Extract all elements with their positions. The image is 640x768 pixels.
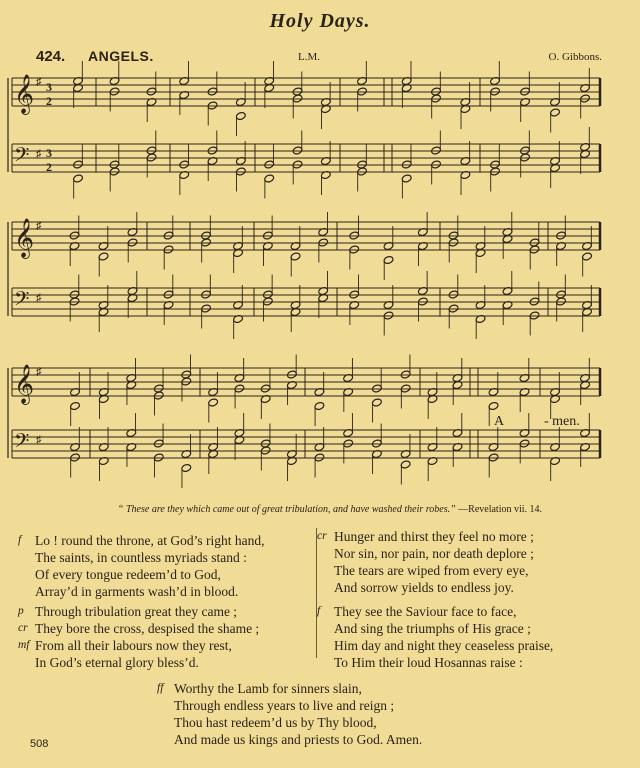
note-head bbox=[208, 398, 219, 407]
note-head bbox=[448, 290, 459, 299]
note-head bbox=[69, 231, 80, 240]
stanza-line bbox=[35, 566, 264, 583]
dynamic-mark: cr bbox=[317, 530, 327, 542]
note-head bbox=[109, 87, 120, 96]
verse-text: They bore the cross, despised the shame ; bbox=[35, 621, 260, 636]
bass-clef: 𝄢 bbox=[14, 429, 30, 457]
time-signature-bottom: 2 bbox=[46, 160, 52, 174]
verse-text: Hunger and thirst they feel no more ; bbox=[334, 529, 534, 544]
note-head bbox=[529, 297, 540, 306]
note-head bbox=[262, 297, 273, 306]
time-signature-top: 3 bbox=[46, 80, 52, 94]
note-head bbox=[401, 174, 412, 183]
note-head bbox=[431, 146, 442, 155]
note-head bbox=[235, 111, 246, 120]
verse-text: Through endless years to live and reign ; bbox=[174, 698, 395, 713]
verse-text: And sorrow yields to endless joy. bbox=[334, 580, 514, 595]
stanza-line bbox=[18, 620, 260, 637]
stanza-4 bbox=[317, 603, 554, 671]
key-signature-sharp: ♯ bbox=[36, 366, 42, 378]
note-head bbox=[314, 453, 325, 462]
note-head bbox=[290, 252, 301, 261]
key-signature-sharp: ♯ bbox=[36, 292, 42, 304]
note-head bbox=[70, 453, 81, 462]
bass-clef: 𝄢 bbox=[14, 287, 30, 315]
stanza-3 bbox=[317, 528, 534, 596]
note-head bbox=[318, 238, 329, 247]
verse-text: And sing the triumphs of His grace ; bbox=[334, 621, 531, 636]
note-head bbox=[73, 174, 84, 183]
note-head bbox=[520, 87, 531, 96]
stanza-line bbox=[334, 562, 534, 579]
note-head bbox=[260, 384, 271, 393]
stanza-line bbox=[334, 579, 534, 596]
note-head bbox=[201, 290, 212, 299]
dynamic-mark: p bbox=[18, 605, 24, 617]
stanza-line bbox=[317, 603, 553, 620]
verse-text: They see the Saviour face to face, bbox=[334, 604, 517, 619]
page-number: 508 bbox=[30, 738, 49, 750]
note-head bbox=[357, 167, 368, 176]
note-head bbox=[520, 153, 531, 162]
verse-text: Thou hast redeem’d us by Thy blood, bbox=[174, 715, 377, 730]
dynamic-mark: cr bbox=[18, 622, 28, 634]
note-head bbox=[529, 245, 540, 254]
time-signature-bottom: 2 bbox=[46, 94, 52, 108]
scripture-quote bbox=[40, 504, 620, 515]
stanza-line bbox=[18, 603, 259, 620]
stanza-line bbox=[35, 549, 264, 566]
note-head bbox=[400, 384, 411, 393]
stanza-line bbox=[334, 620, 553, 637]
verse-text: Him day and night they ceaseless praise, bbox=[334, 638, 554, 653]
verse-text: In God’s eternal glory bless’d. bbox=[35, 655, 199, 670]
note-head bbox=[371, 439, 382, 448]
note-head bbox=[529, 311, 540, 320]
key-signature-sharp: ♯ bbox=[36, 434, 42, 446]
note-head bbox=[262, 231, 273, 240]
amen-syllable-1: A bbox=[494, 414, 505, 429]
verse-text: Lo ! round the throne, at God’s right hand, bbox=[35, 533, 265, 548]
verse-text: Through tribulation great they came ; bbox=[35, 604, 238, 619]
stanza-line bbox=[18, 532, 265, 549]
note-head bbox=[431, 160, 442, 169]
note-head bbox=[109, 167, 120, 176]
verse-text: And made us kings and priests to God. Amen. bbox=[174, 732, 423, 747]
stanza-line bbox=[157, 680, 422, 697]
note-head bbox=[201, 238, 212, 247]
note-head bbox=[292, 146, 303, 155]
note-head bbox=[357, 87, 368, 96]
note-head bbox=[70, 401, 81, 410]
dynamic-mark: f bbox=[317, 605, 321, 617]
verse-text: The saints, in countless myriads stand : bbox=[35, 550, 247, 565]
stanza-1 bbox=[18, 532, 265, 600]
stanza-2 bbox=[18, 603, 260, 671]
key-signature-sharp: ♯ bbox=[36, 76, 42, 88]
stanza-line bbox=[174, 714, 422, 731]
stanza-line bbox=[317, 528, 534, 545]
note-head bbox=[383, 255, 394, 264]
note-head bbox=[163, 231, 174, 240]
note-head bbox=[448, 238, 459, 247]
note-head bbox=[235, 167, 246, 176]
note-head bbox=[181, 463, 192, 472]
note-head bbox=[153, 453, 164, 462]
note-head bbox=[146, 87, 157, 96]
note-head bbox=[292, 94, 303, 103]
hymn-meter: L.M. bbox=[298, 51, 320, 63]
amen-lyric bbox=[494, 414, 580, 430]
stanza-line bbox=[174, 697, 422, 714]
treble-clef: 𝄞 bbox=[14, 218, 35, 258]
note-head bbox=[292, 160, 303, 169]
quote-text: “ These are they which came out of great tribulation, and have washed their robes.” bbox=[117, 504, 456, 515]
note-head bbox=[400, 460, 411, 469]
note-head bbox=[153, 391, 164, 400]
note-head bbox=[264, 174, 275, 183]
key-signature-sharp: ♯ bbox=[36, 148, 42, 160]
stanza-line bbox=[35, 654, 259, 671]
note-head bbox=[448, 304, 459, 313]
note-head bbox=[349, 245, 360, 254]
note-head bbox=[400, 370, 411, 379]
note-head bbox=[582, 252, 593, 261]
note-head bbox=[153, 439, 164, 448]
note-head bbox=[146, 153, 157, 162]
stanza-line bbox=[334, 654, 553, 671]
treble-clef: 𝄞 bbox=[14, 364, 35, 404]
hymn-composer: O. Gibbons. bbox=[548, 51, 602, 63]
note-head bbox=[286, 370, 297, 379]
verse-text: To Him their loud Hosannas raise : bbox=[334, 655, 523, 670]
note-head bbox=[371, 398, 382, 407]
stanza-line bbox=[334, 637, 553, 654]
note-head bbox=[349, 290, 360, 299]
note-head bbox=[488, 453, 499, 462]
amen-syllable-2: - men. bbox=[544, 414, 580, 429]
dynamic-mark: f bbox=[18, 534, 22, 546]
note-head bbox=[349, 231, 360, 240]
column-divider bbox=[316, 528, 317, 658]
note-head bbox=[127, 238, 138, 247]
verse-text: From all their labours now they rest, bbox=[35, 638, 232, 653]
key-signature-sharp: ♯ bbox=[36, 220, 42, 232]
note-head bbox=[264, 160, 275, 169]
verse-text: Worthy the Lamb for sinners slain, bbox=[174, 681, 362, 696]
verse-text: Nor sin, nor pain, nor death deplore ; bbox=[334, 546, 534, 561]
note-head bbox=[371, 384, 382, 393]
hymn-number: 424. bbox=[36, 48, 66, 65]
verse-text: Of every tongue redeem’d to God, bbox=[35, 567, 221, 582]
stanza-line bbox=[35, 583, 264, 600]
note-head bbox=[260, 446, 271, 455]
stanza-line bbox=[334, 545, 534, 562]
note-head bbox=[179, 160, 190, 169]
treble-clef: 𝄞 bbox=[14, 74, 35, 114]
stanza-5 bbox=[157, 680, 423, 748]
dynamic-mark: mf bbox=[18, 639, 30, 651]
note-head bbox=[201, 304, 212, 313]
note-head bbox=[234, 384, 245, 393]
note-head bbox=[163, 245, 174, 254]
note-head bbox=[490, 167, 501, 176]
page-title: Holy Days. bbox=[269, 10, 371, 32]
bass-clef: 𝄢 bbox=[14, 143, 30, 171]
note-head bbox=[417, 297, 428, 306]
note-head bbox=[383, 311, 394, 320]
note-head bbox=[207, 87, 218, 96]
note-head bbox=[431, 94, 442, 103]
note-head bbox=[580, 94, 591, 103]
note-head bbox=[556, 231, 567, 240]
note-head bbox=[73, 160, 84, 169]
note-head bbox=[314, 401, 325, 410]
note-head bbox=[556, 297, 567, 306]
note-head bbox=[519, 439, 530, 448]
verse-text: The tears are wiped from every eye, bbox=[334, 563, 529, 578]
time-signature-top: 3 bbox=[46, 146, 52, 160]
verse-text: Array’d in garments wash’d in blood. bbox=[35, 584, 239, 599]
note-head bbox=[69, 297, 80, 306]
quote-reference: —Revelation vii. 14. bbox=[458, 504, 543, 515]
dynamic-mark: ff bbox=[157, 682, 164, 694]
note-head bbox=[207, 146, 218, 155]
note-head bbox=[98, 252, 109, 261]
note-head bbox=[207, 101, 218, 110]
note-head bbox=[343, 439, 354, 448]
stanza-line bbox=[174, 731, 422, 748]
hymn-tune-name: ANGELS. bbox=[88, 48, 154, 64]
note-head bbox=[488, 401, 499, 410]
stanza-line bbox=[18, 637, 259, 654]
note-head bbox=[490, 87, 501, 96]
note-head bbox=[163, 290, 174, 299]
note-head bbox=[550, 108, 561, 117]
note-head bbox=[401, 160, 412, 169]
note-head bbox=[181, 377, 192, 386]
